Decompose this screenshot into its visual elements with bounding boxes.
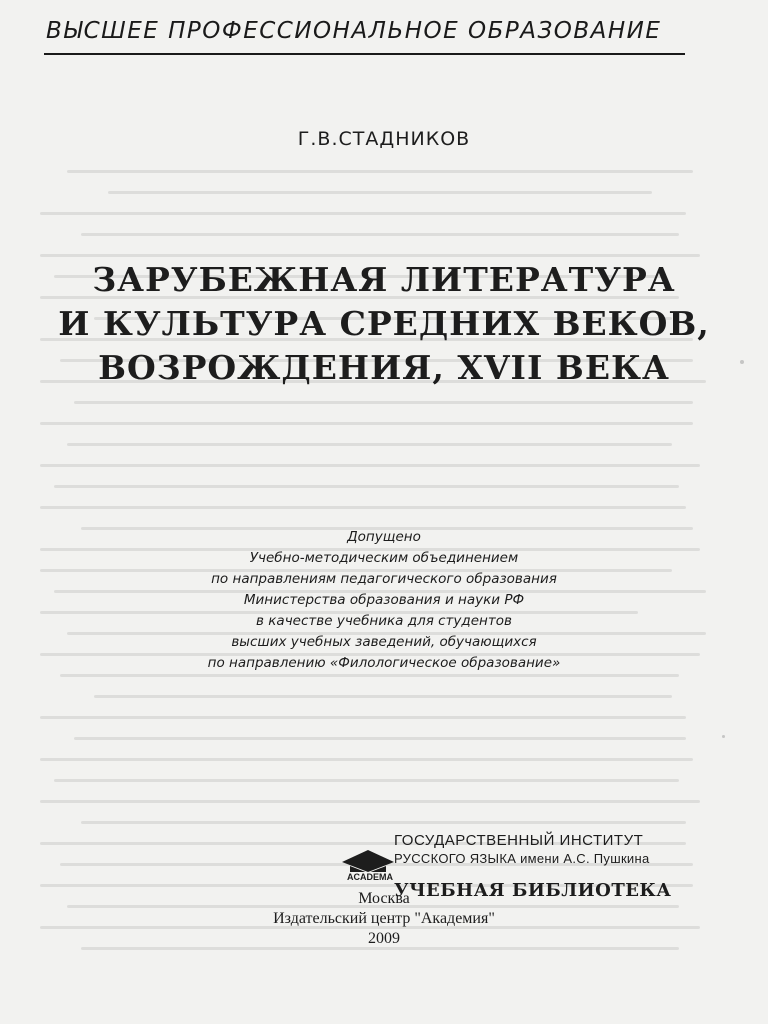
book-title — [0, 258, 768, 390]
series-heading: ВЫСШЕЕ ПРОФЕССИОНАЛЬНОЕ ОБРАЗОВАНИЕ — [46, 18, 662, 44]
institute-line: РУССКОГО ЯЗЫКА имени А.С. Пушкина — [394, 851, 650, 866]
approval-line: по направлениям педагогического образования — [211, 571, 557, 587]
author-label: Г.В.СТАДНИКОВ — [297, 128, 471, 150]
approval-line: Допущено — [347, 529, 421, 545]
series-divider — [44, 53, 685, 55]
title-line: ВОЗРОЖДЕНИЯ, XVII ВЕКА — [98, 348, 670, 387]
title-line: ЗАРУБЕЖНАЯ ЛИТЕРАТУРА — [92, 260, 676, 299]
library-name: УЧЕБНАЯ БИБЛИОТЕКА — [394, 880, 672, 901]
approval-line: Учебно-методическим объединением — [249, 550, 519, 566]
institute-line: ГОСУДАРСТВЕННЫЙ ИНСТИТУТ — [394, 832, 644, 849]
title-line: И КУЛЬТУРА СРЕДНИХ ВЕКОВ, — [58, 304, 710, 343]
publisher-year: 2009 — [368, 930, 400, 947]
approval-line: высших учебных заведений, обучающихся — [231, 634, 537, 650]
publisher-city: Москва — [358, 890, 410, 907]
approval-line: по направлению «Филологическое образование» — [207, 655, 561, 671]
approval-statement — [0, 527, 768, 674]
publisher-name: Издательский центр "Академия" — [273, 910, 495, 927]
institute-name — [394, 832, 650, 868]
paper-speck — [722, 735, 725, 738]
author-name — [0, 128, 768, 150]
approval-line: в качестве учебника для студентов — [256, 613, 512, 629]
publisher-info — [0, 889, 768, 949]
approval-line: Министерства образования и науки РФ — [243, 592, 525, 608]
logo-text: ACADEMA — [347, 872, 393, 882]
